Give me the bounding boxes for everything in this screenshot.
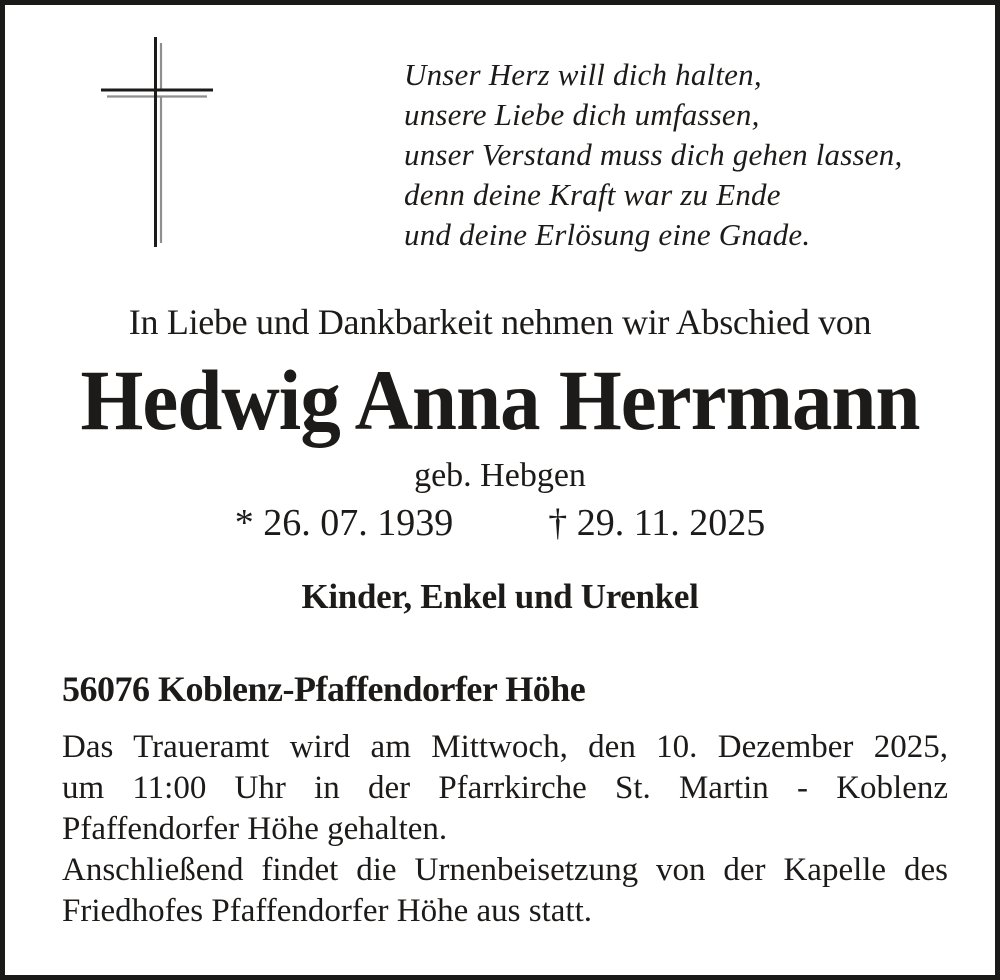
verse-line: Unser Herz will dich halten, [404, 57, 762, 92]
memorial-cross-icon [93, 35, 219, 251]
verse-line: unser Verstand muss dich gehen lassen, [404, 137, 903, 172]
death-date: † 29. 11. 2025 [548, 502, 766, 544]
maiden-name: geb. Hebgen [414, 457, 586, 494]
birth-date: * 26. 07. 1939 [234, 502, 454, 544]
location-heading: 56076 Koblenz-Pfaffendorfer Höhe [62, 669, 586, 709]
service-line: Das Traueramt wird am Mittwoch, den 10. Dezember 2025, [62, 729, 948, 765]
burial-line: Friedhofes Pfaffendorfer Höhe aus statt. [62, 893, 592, 929]
service-line: um 11:00 Uhr in der Pfarrkirche St. Martin - Koblenz [62, 770, 948, 806]
farewell-intro: In Liebe und Dankbarkeit nehmen wir Abschied von [128, 302, 872, 342]
memorial-verse [404, 55, 902, 255]
service-line: Pfaffendorfer Höhe gehalten. [62, 811, 448, 847]
life-dates [5, 501, 995, 545]
funeral-details [62, 727, 948, 932]
deceased-name: Hedwig Anna Herrmann [80, 352, 920, 448]
verse-line: unsere Liebe dich umfassen, [404, 97, 760, 132]
mourners-line: Kinder, Enkel und Urenkel [301, 577, 699, 616]
verse-line: denn deine Kraft war zu Ende [404, 177, 781, 212]
burial-line: Anschließend findet die Urnenbeisetzung von der Kapelle des [62, 852, 948, 888]
verse-line: und deine Erlösung eine Gnade. [404, 217, 811, 252]
